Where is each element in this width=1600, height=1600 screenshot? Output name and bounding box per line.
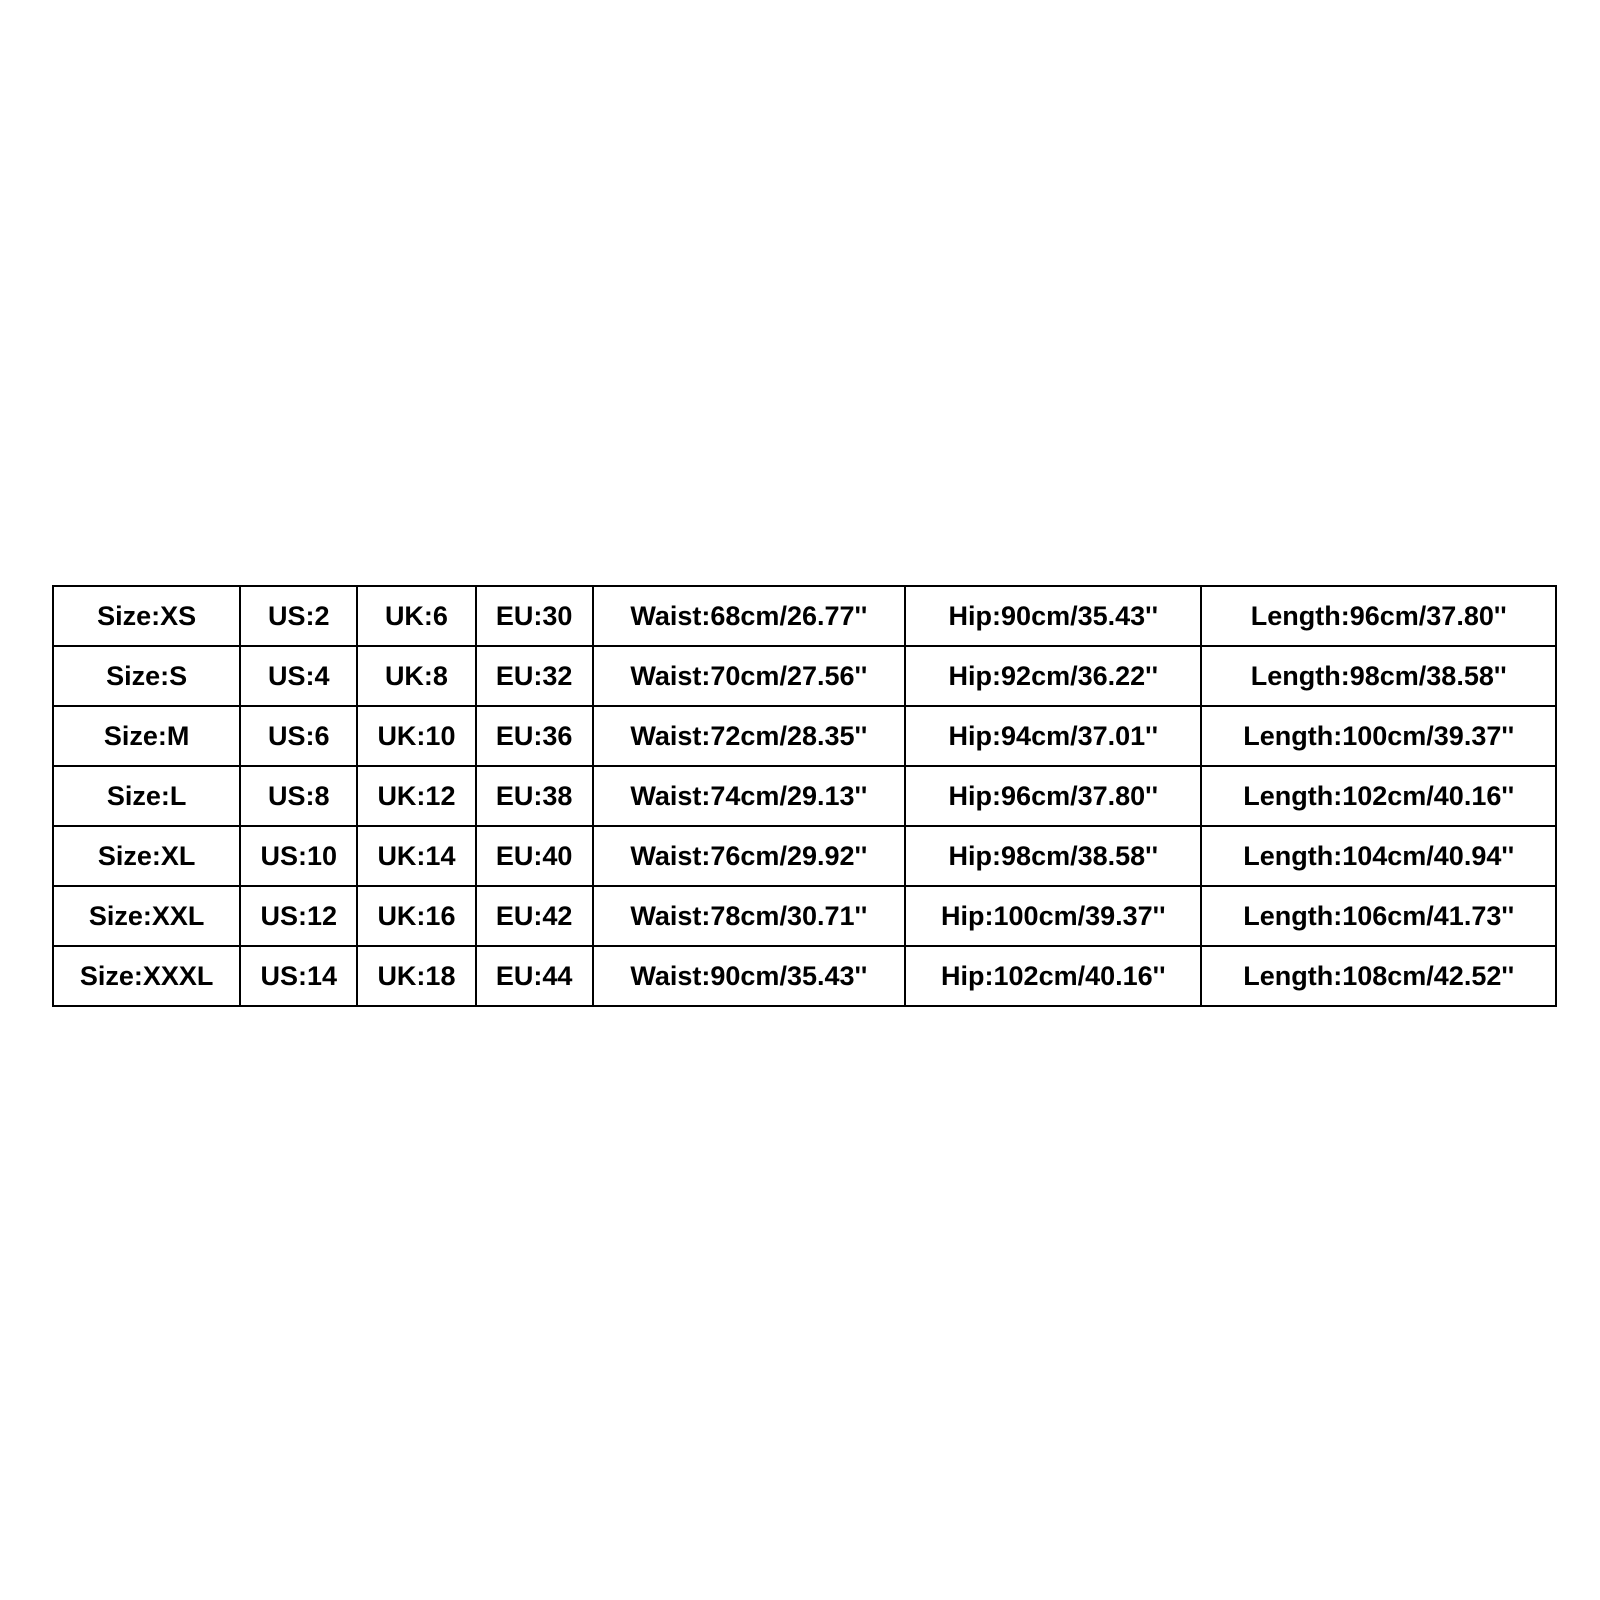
uk-cell: UK:6 xyxy=(357,586,475,646)
table-row xyxy=(53,646,1556,706)
eu-cell: EU:32 xyxy=(476,646,593,706)
size-cell: Size:L xyxy=(53,766,240,826)
waist-cell: Waist:72cm/28.35'' xyxy=(593,706,905,766)
uk-cell: UK:8 xyxy=(357,646,475,706)
waist-cell: Waist:78cm/30.71'' xyxy=(593,886,905,946)
length-cell: Length:96cm/37.80'' xyxy=(1201,586,1556,646)
size-cell: Size:S xyxy=(53,646,240,706)
table-row xyxy=(53,946,1556,1006)
waist-cell: Waist:68cm/26.77'' xyxy=(593,586,905,646)
us-cell: US:6 xyxy=(240,706,357,766)
hip-cell: Hip:94cm/37.01'' xyxy=(905,706,1201,766)
uk-cell: UK:16 xyxy=(357,886,475,946)
size-cell: Size:XXL xyxy=(53,886,240,946)
table-row xyxy=(53,826,1556,886)
us-cell: US:8 xyxy=(240,766,357,826)
us-cell: US:2 xyxy=(240,586,357,646)
hip-cell: Hip:96cm/37.80'' xyxy=(905,766,1201,826)
size-cell: Size:XS xyxy=(53,586,240,646)
eu-cell: EU:38 xyxy=(476,766,593,826)
hip-cell: Hip:100cm/39.37'' xyxy=(905,886,1201,946)
waist-cell: Waist:70cm/27.56'' xyxy=(593,646,905,706)
hip-cell: Hip:90cm/35.43'' xyxy=(905,586,1201,646)
waist-cell: Waist:90cm/35.43'' xyxy=(593,946,905,1006)
table-row xyxy=(53,706,1556,766)
length-cell: Length:108cm/42.52'' xyxy=(1201,946,1556,1006)
table-row xyxy=(53,886,1556,946)
us-cell: US:14 xyxy=(240,946,357,1006)
length-cell: Length:98cm/38.58'' xyxy=(1201,646,1556,706)
us-cell: US:12 xyxy=(240,886,357,946)
eu-cell: EU:30 xyxy=(476,586,593,646)
length-cell: Length:102cm/40.16'' xyxy=(1201,766,1556,826)
eu-cell: EU:36 xyxy=(476,706,593,766)
uk-cell: UK:12 xyxy=(357,766,475,826)
table-row xyxy=(53,766,1556,826)
size-cell: Size:XL xyxy=(53,826,240,886)
waist-cell: Waist:76cm/29.92'' xyxy=(593,826,905,886)
eu-cell: EU:42 xyxy=(476,886,593,946)
hip-cell: Hip:102cm/40.16'' xyxy=(905,946,1201,1006)
eu-cell: EU:40 xyxy=(476,826,593,886)
length-cell: Length:104cm/40.94'' xyxy=(1201,826,1556,886)
hip-cell: Hip:92cm/36.22'' xyxy=(905,646,1201,706)
table-row xyxy=(53,586,1556,646)
us-cell: US:4 xyxy=(240,646,357,706)
length-cell: Length:106cm/41.73'' xyxy=(1201,886,1556,946)
uk-cell: UK:14 xyxy=(357,826,475,886)
waist-cell: Waist:74cm/29.13'' xyxy=(593,766,905,826)
uk-cell: UK:10 xyxy=(357,706,475,766)
size-cell: Size:XXXL xyxy=(53,946,240,1006)
size-chart-table xyxy=(52,585,1557,1007)
hip-cell: Hip:98cm/38.58'' xyxy=(905,826,1201,886)
us-cell: US:10 xyxy=(240,826,357,886)
size-cell: Size:M xyxy=(53,706,240,766)
eu-cell: EU:44 xyxy=(476,946,593,1006)
length-cell: Length:100cm/39.37'' xyxy=(1201,706,1556,766)
uk-cell: UK:18 xyxy=(357,946,475,1006)
